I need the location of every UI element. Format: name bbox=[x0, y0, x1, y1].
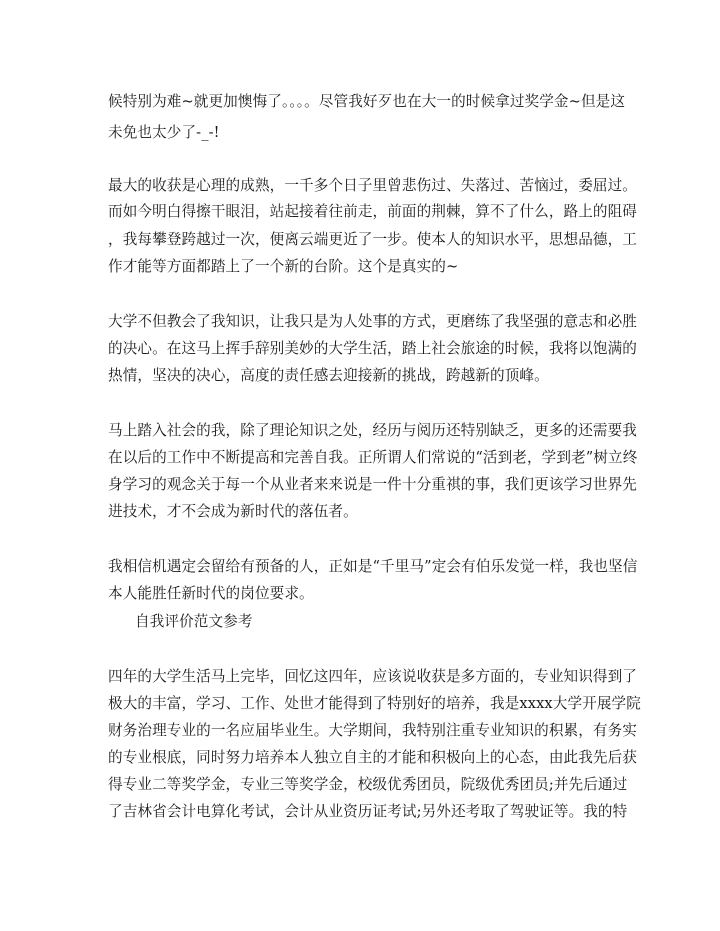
paragraph-line: 财务治理专业的一名应届毕业生。大学期间，我特别注重专业知识的积累，有务实 bbox=[108, 722, 637, 739]
paragraph-line: 作才能等方面都踏上了一个新的台阶。这个是真实的~ bbox=[108, 258, 459, 275]
paragraph-line: 我相信机遇定会留给有预备的人，正如是“千里马”定会有伯乐发觉一样，我也坚信 bbox=[108, 558, 638, 575]
paragraph-line: 进技术，才不会成为新时代的落伍者。 bbox=[108, 503, 358, 520]
section-heading: 自我评价范文参考 bbox=[135, 613, 253, 630]
paragraph-line: 四年的大学生活马上完毕，回忆这四年，应该说收获是多方面的，专业知识得到了 bbox=[108, 668, 637, 685]
paragraph-line: 极大的丰富，学习、工作、处世才能得到了特别好的培养，我是xxxx大学开展学院 bbox=[108, 695, 641, 712]
paragraph-line: 了吉林省会计电算化考试，会计从业资历证考试;另外还考取了驾驶证等。我的特 bbox=[108, 803, 628, 820]
paragraph-line: 未免也太少了-_-! bbox=[108, 124, 220, 141]
paragraph-line: 在以后的工作中不断提高和完善自我。正所谓人们常说的“活到老，学到老”树立终 bbox=[108, 449, 638, 466]
paragraph-line: 最大的收获是心理的成熟，一千多个日子里曾悲伤过、失落过、苦恼过，委屈过。 bbox=[108, 177, 637, 194]
paragraph-line: 候特别为难~就更加懊悔了。。。。尽管我好歹也在大一的时候拿过奖学金~但是这 bbox=[108, 93, 626, 110]
paragraph-line: 得专业二等奖学金，专业三等奖学金，校级优秀团员，院级优秀团员;并先后通过 bbox=[108, 776, 628, 793]
paragraph-line: ，我每攀登跨越过一次，便离云端更近了一步。使本人的知识水平，思想品德，工 bbox=[108, 231, 637, 248]
paragraph-line: 的决心。在这马上挥手辞别美妙的大学生活，踏上社会旅途的时候，我将以饱满的 bbox=[108, 340, 637, 357]
paragraph-line: 本人能胜任新时代的岗位要求。 bbox=[108, 585, 314, 602]
paragraph-line: 大学不但教会了我知识，让我只是为人处事的方式，更磨练了我坚强的意志和必胜 bbox=[108, 313, 637, 330]
paragraph-line: 马上踏入社会的我，除了理论知识之处，经历与阅历还特别缺乏，更多的还需要我 bbox=[108, 422, 637, 439]
paragraph-line: 的专业根底，同时努力培养本人独立自主的才能和积极向上的心态，由此我先后获 bbox=[108, 749, 637, 766]
paragraph-line: 而如今明白得擦干眼泪，站起接着往前走，前面的荆棘，算不了什么，路上的阻碍 bbox=[108, 203, 637, 220]
paragraph-line: 身学习的观念关于每一个从业者来来说是一件十分重祺的事，我们更该学习世界先 bbox=[108, 476, 637, 493]
paragraph-line: 热情，坚决的决心，高度的责任感去迎接新的挑战，跨越新的顶峰。 bbox=[108, 367, 549, 384]
